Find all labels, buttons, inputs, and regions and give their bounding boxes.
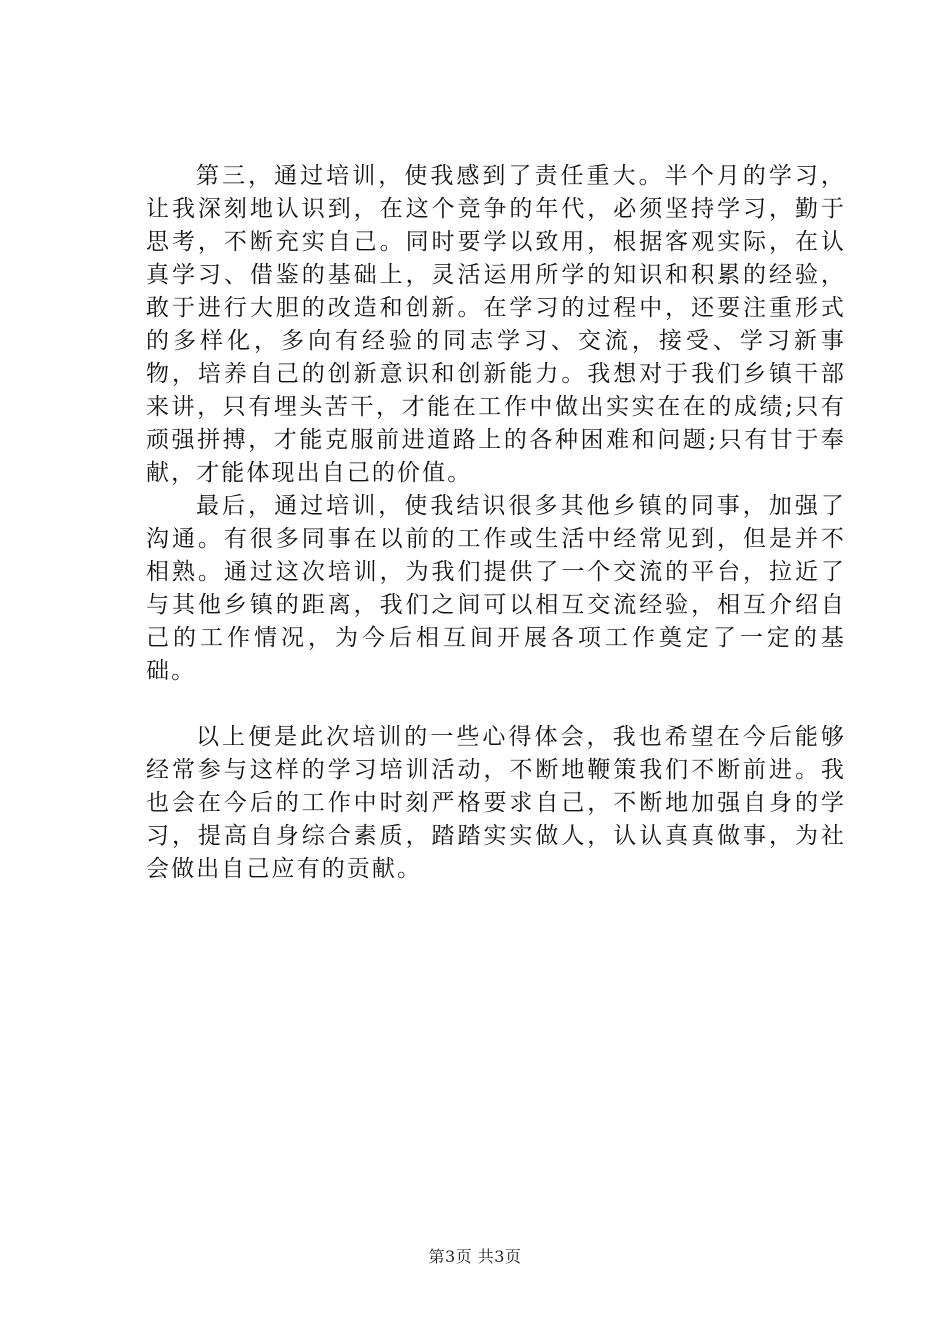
paragraph-spacer: [146, 688, 846, 721]
paragraph-conclusion: 以上便是此次培训的一些心得体会，我也希望在今后能够经常参与这样的学习培训活动，不断地鞭策我们不断前进。我也会在今后的工作中时刻严格要求自己，不断地加强自身的学习，提高自身综合素质，踏踏实实做人，认认真真做事，为社会做出自己应有的贡献。: [146, 724, 846, 882]
document-body: [146, 160, 846, 886]
page-number-footer: 第3页 共3页: [428, 1247, 522, 1266]
paragraph-finally: 最后，通过培训，使我结识很多其他乡镇的同事，加强了沟通。有很多同事在以前的工作或生活中经常见到，但是并不相熟。通过这次培训，为我们提供了一个交流的平台，拉近了与其他乡镇的距离，我们之间可以相互交流经验，相互介绍自己的工作情况，为今后相互间开展各项工作奠定了一定的基础。: [146, 493, 846, 684]
paragraph-third-point: 第三，通过培训，使我感到了责任重大。半个月的学习，让我深刻地认识到，在这个竞争的年代，必须坚持学习，勤于思考，不断充实自己。同时要学以致用，根据客观实际，在认真学习、借鉴的基础上，灵活运用所学的知识和积累的经验，敢于进行大胆的改造和创新。在学习的过程中，还要注重形式的多样化，多向有经验的同志学习、交流，接受、学习新事物，培养自己的创新意识和创新能力。我想对于我们乡镇干部来讲，只有埋头苦干，才能在工作中做出实实在在的成绩;只有顽强拼搏，才能克服前进道路上的各种困难和问题;只有甘于奉献，才能体现出自己的价值。: [146, 163, 846, 486]
